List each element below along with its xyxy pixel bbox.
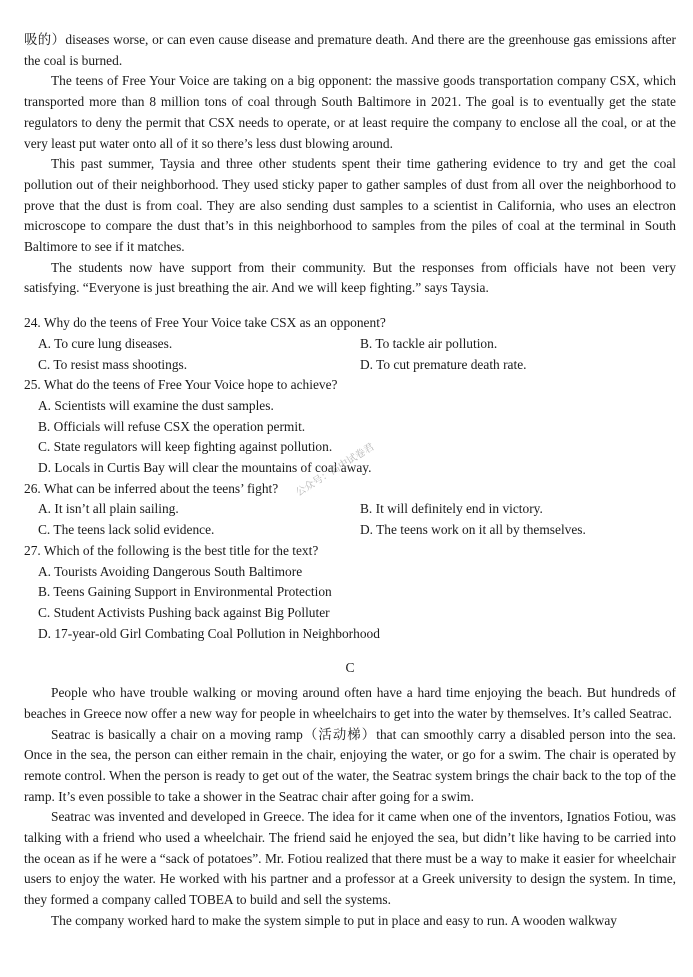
paragraph: 吸的）diseases worse, or can even cause disease and premature death. And there are the greenhouse gas emissions after the coal is burned. [24,32,676,68]
question-26 [24,479,676,541]
question-24 [24,313,676,375]
option-d: D. To cut premature death rate. [360,356,527,372]
paragraph: The company worked hard to make the system simple to put in place and easy to run. A wooden walkway [51,912,617,928]
question-stem: 25. What do the teens of Free Your Voice hope to achieve? [24,377,338,393]
option-a: A. To cure lung diseases. [38,335,173,351]
option-b: B. To tackle air pollution. [360,335,498,351]
passage-c [24,683,676,931]
question-stem: 26. What can be inferred about the teens’ fight? [24,480,279,496]
option-d: D. 17-year-old Girl Combating Coal Pollution in Neighborhood [38,625,380,641]
option-c: C. To resist mass shootings. [38,356,188,372]
option-a: A. Tourists Avoiding Dangerous South Baltimore [38,563,303,579]
watermark: 公众号：高中试卷君 [294,441,377,499]
paragraph: People who have trouble walking or moving around often have a hard time enjoying the beach. But hundreds of beaches in Greece now offer a new way for people in wheelchairs to get into the water by themselves. It’s called Seatrac. [24,685,676,721]
exam-page [24,30,676,932]
option-b: B. Teens Gaining Support in Environmental Protection [38,584,332,600]
question-stem: 24. Why do the teens of Free Your Voice take CSX as an opponent? [24,315,386,331]
question-stem: 27. Which of the following is the best title for the text? [24,542,319,558]
option-b: B. Officials will refuse CSX the operation permit. [38,418,306,434]
option-a: A. Scientists will examine the dust samples. [38,397,274,413]
option-d: D. The teens work on it all by themselves. [360,522,586,538]
paragraph: This past summer, Taysia and three other students spent their time gathering evidence to try and get the coal pollution out of their neighborhood. They used sticky paper to gather samples of dust from all over the neighborhood to prove that the dust is from coal. They are also sending dust samples to a scientist in California, who uses an electron microscope to compare the dust that’s in this neighborhood to samples from the piles of coal at the terminal in South Baltimore to see if it matches. [24,156,676,255]
option-a: A. It isn’t all plain sailing. [38,501,179,517]
option-b: B. It will definitely end in victory. [360,501,543,517]
option-c: C. The teens lack solid evidence. [38,522,215,538]
section-heading: C [345,660,355,676]
passage-b-continued [24,30,676,299]
paragraph: Seatrac is basically a chair on a moving ramp（活动梯）that can smoothly carry a disabled person into the sea. Once in the sea, the person can either remain in the chair, enjoying the water, or go for a swim. The chair is operated by remote control. When the person is ready to get out of the water, the Seatrac system brings the chair back to the top of the ramp. It’s even possible to take a shower in the Seatrac chair after going for a swim. [24,726,676,804]
paragraph: The teens of Free Your Voice are taking on a big opponent: the massive goods transportation company CSX, which transported more than 8 million tons of coal through South Baltimore in 2021. The goal is to eventually get the state regulators to deny the permit that CSX needs to operate, or at least require the company to enclose all the coal, or at the very least put water onto all of it so there’s less dust blowing around. [24,73,676,151]
option-d: D. Locals in Curtis Bay will clear the mountains of coal away. [38,460,372,476]
option-c: C. State regulators will keep fighting against pollution. [38,439,333,455]
option-c: C. Student Activists Pushing back against Big Polluter [38,604,330,620]
paragraph: The students now have support from their community. But the responses from officials have not been very satisfying. “Everyone is just breathing the air. And we will keep fighting.” says Taysia. [24,259,676,296]
question-27 [24,541,676,645]
paragraph: Seatrac was invented and developed in Greece. The idea for it came when one of the inventors, Ignatios Fotiou, was talking with a friend who used a wheelchair. The friend said he enjoyed the sea, but didn’t like having to be carried into the ocean as if he were a “sack of potatoes”. Mr. Fotiou realized that there must be a way to make it easier for wheelchair users to enjoy the water. He worked with his partner and a professor at a Greek university to design the system. In time, they formed a company called TOBEA to build and sell the systems. [24,809,676,908]
